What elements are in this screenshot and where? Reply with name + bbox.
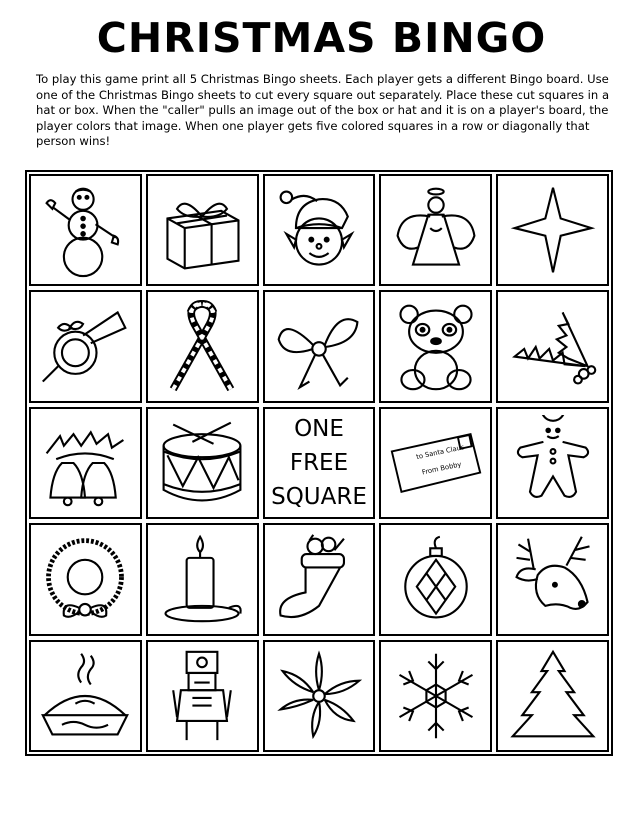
bingo-square-nutcracker[interactable] [146, 640, 259, 752]
bingo-square-angel[interactable] [379, 174, 492, 286]
ornament-icon [388, 531, 484, 627]
present-icon [154, 182, 250, 278]
bingo-square-poinsettia[interactable] [263, 640, 376, 752]
candle-icon [154, 531, 250, 627]
bingo-square-elf[interactable] [263, 174, 376, 286]
stocking-icon [271, 531, 367, 627]
bingo-board [25, 170, 613, 756]
free-square-line1: ONE [294, 415, 344, 442]
bow-icon [271, 299, 367, 395]
pie-icon [37, 648, 133, 744]
bingo-square-stocking[interactable] [263, 523, 376, 635]
free-square-line3: SQUARE [271, 483, 367, 510]
bingo-square-snowman[interactable] [29, 174, 142, 286]
letter-to-text: to Santa Claus [415, 443, 465, 462]
bingo-square-holly[interactable] [496, 290, 609, 402]
bingo-square-wreath[interactable] [29, 523, 142, 635]
bingo-square-drum[interactable] [146, 407, 259, 519]
star-icon [505, 182, 601, 278]
drum-icon [154, 415, 250, 511]
holly-icon [505, 299, 601, 395]
bingo-square-snowflake[interactable] [379, 640, 492, 752]
bingo-square-star[interactable] [496, 174, 609, 286]
angel-icon [388, 182, 484, 278]
bingo-square-teddy-bear[interactable] [379, 290, 492, 402]
nutcracker-icon [154, 648, 250, 744]
bingo-square-letter[interactable] [379, 407, 492, 519]
page-title: CHRISTMAS BINGO [96, 14, 547, 62]
horn-icon [37, 299, 133, 395]
elf-icon [271, 182, 367, 278]
free-square-line2: FREE [289, 449, 349, 476]
letter-icon [388, 415, 484, 511]
letter-from-text: From Bobby [421, 460, 462, 477]
bingo-square-bells[interactable] [29, 407, 142, 519]
bingo-square-candle[interactable] [146, 523, 259, 635]
bingo-square-reindeer[interactable] [496, 523, 609, 635]
bingo-square-gingerbread-man[interactable] [496, 407, 609, 519]
instructions-text: To play this game print all 5 Christmas Bingo sheets. Each player gets a different Bingo board. Use one of the Christmas Bingo sheets to cut every square out separately. Place these cut squares in a hat or box. When the "caller" pulls an image out of the box or hat and it is on a player's board, the player colors that image. When one player gets five colored squares in a row or diagonally that person wins! [36, 72, 610, 149]
poinsettia-icon [271, 648, 367, 744]
snowflake-icon [388, 648, 484, 744]
candy-canes-icon [154, 299, 250, 395]
bingo-square-bow[interactable] [263, 290, 376, 402]
wreath-icon [37, 531, 133, 627]
bingo-square-present[interactable] [146, 174, 259, 286]
reindeer-icon [505, 531, 601, 627]
bingo-square-horn[interactable] [29, 290, 142, 402]
free-square[interactable] [263, 407, 376, 519]
bingo-square-pie[interactable] [29, 640, 142, 752]
bingo-square-christmas-tree[interactable] [496, 640, 609, 752]
christmas-tree-icon [505, 648, 601, 744]
teddy-bear-icon [388, 299, 484, 395]
gingerbread-man-icon [505, 415, 601, 511]
snowman-icon [37, 182, 133, 278]
bells-icon [37, 415, 133, 511]
bingo-square-candy-canes[interactable] [146, 290, 259, 402]
bingo-square-ornament[interactable] [379, 523, 492, 635]
